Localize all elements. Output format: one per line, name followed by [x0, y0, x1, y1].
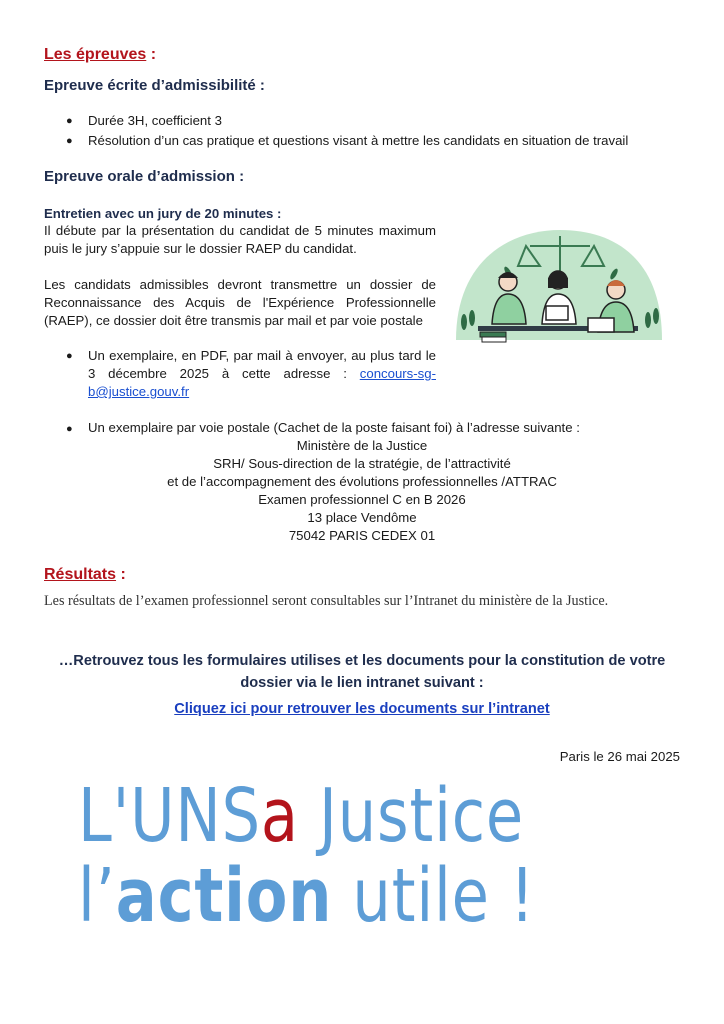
- orale-heading: Epreuve orale d’admission :: [44, 168, 245, 185]
- postal-address: [0, 437, 724, 545]
- bullet-dot: ●: [66, 350, 73, 362]
- ecrite-item-1: Durée 3H, coefficient 3: [88, 113, 222, 128]
- resultats-title: Résultats :: [44, 566, 126, 583]
- ecrite-item-2: Résolution d’un cas pratique et questions visant à mettre les candidats en situation de travail: [88, 133, 629, 148]
- email-link[interactable]: concours-sg-b@justice.gouv.fr: [88, 366, 436, 399]
- logo-line-1: L'UNSa Justice: [78, 773, 525, 859]
- bullet-dot: ●: [66, 115, 73, 127]
- address-line: SRH/ Sous-direction de la stratégie, de l’attractivité: [213, 456, 511, 471]
- cta-line-2: dossier via le lien intranet suivant :: [240, 675, 484, 691]
- unsa-logo: [78, 773, 536, 939]
- address-line: et de l’accompagnement des évolutions professionnelles /ATTRAC: [167, 474, 557, 489]
- address-line: Ministère de la Justice: [296, 438, 428, 453]
- ecrite-heading: Epreuve écrite d’admissibilité :: [44, 77, 265, 94]
- jury-illustration: [448, 222, 670, 354]
- intranet-link[interactable]: Cliquez ici pour retrouver les documents sur l’intranet: [174, 701, 550, 717]
- cta-link-wrap: [0, 700, 724, 718]
- cta-line-1: …Retrouvez tous les formulaires utilises et les documents pour la constitution de votre: [58, 653, 666, 669]
- address-line: 13 place Vendôme: [307, 510, 417, 525]
- raep-text: Les candidats admissibles devront transmettre un dossier de Reconnaissance des Acquis de l'Expérience Professionnelle (RAEP), ce dossier doit être transmis par mail et par voie postale: [44, 277, 436, 328]
- address-line: Examen professionnel C en B 2026: [258, 492, 466, 507]
- address-line: 75042 PARIS CEDEX 01: [288, 528, 436, 543]
- postal-item: Un exemplaire par voie postale (Cachet de la poste faisant foi) à l’adresse suivante :: [88, 420, 580, 435]
- epreuves-title: Les épreuves :: [44, 46, 157, 63]
- entretien-title: Entretien avec un jury de 20 minutes :: [44, 206, 282, 221]
- entretien-text: Il débute par la présentation du candidat de 5 minutes maximum puis le jury s’appuie sur le dossier RAEP du candidat.: [44, 223, 436, 256]
- bullet-dot: ●: [66, 423, 73, 435]
- logo-line-2: l’action utile !: [78, 853, 536, 939]
- resultats-text: Les résultats de l’examen professionnel seront consultables sur l’Intranet du ministère de la Justice.: [44, 593, 609, 609]
- bullet-dot: ●: [66, 135, 73, 147]
- date-line: Paris le 26 mai 2025: [559, 749, 680, 764]
- cta-text: [0, 650, 724, 694]
- pdf-item: Un exemplaire, en PDF, par mail à envoyer, au plus tard le 3 décembre 2025 à cette adresse : concours-sg-b@justice.gouv.fr: [88, 348, 436, 399]
